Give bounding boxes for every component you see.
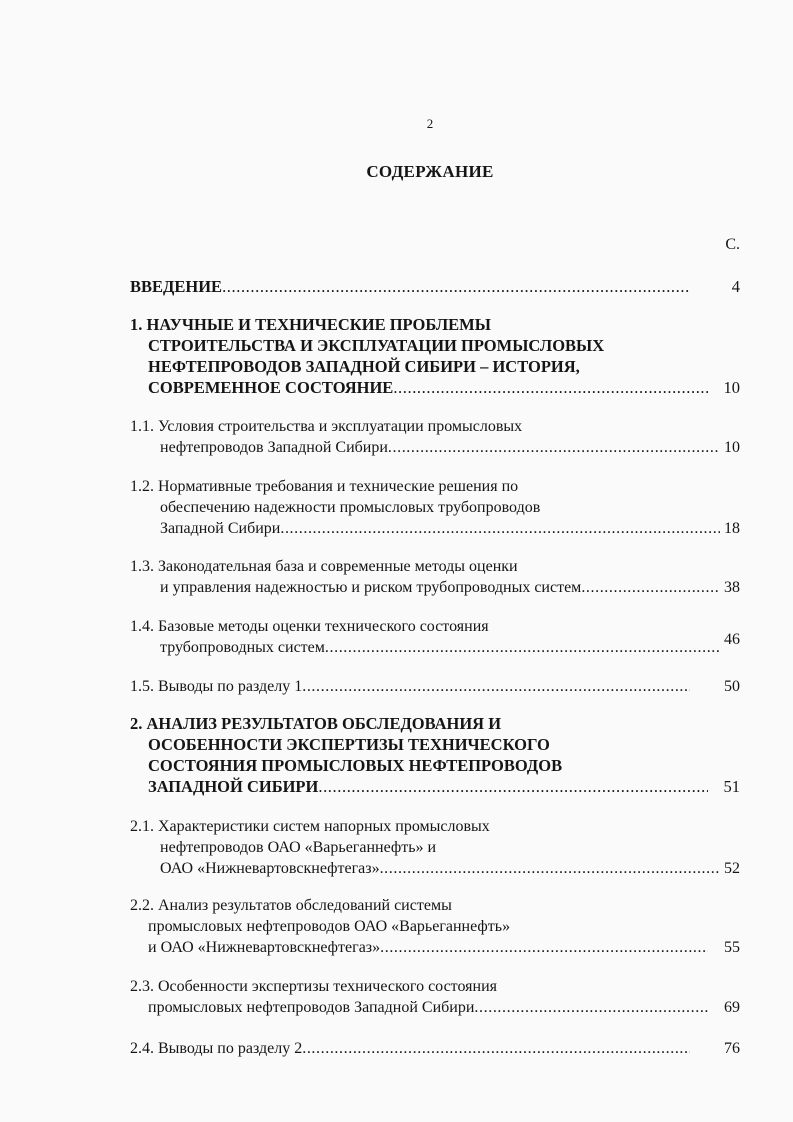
toc-page-number: 76: [724, 1040, 740, 1057]
toc-entry-chapter-1[interactable]: [130, 314, 740, 398]
toc-entry-line: 1.2. Нормативные требования и технические решения по: [130, 478, 519, 495]
toc-page-number: 50: [724, 678, 740, 695]
toc-entry-title: промысловых нефтепроводов Западной Сибири: [148, 999, 475, 1016]
leader-dots: [318, 776, 708, 797]
toc-entry-title: трубопроводных систем: [160, 639, 325, 656]
toc-entry-title: и ОАО «Нижневартовскнефтегаз»: [148, 939, 381, 956]
toc-entry-title: Западной Сибири: [160, 520, 281, 537]
leader-dots: [325, 637, 720, 658]
toc-entry-line: 2.2. Анализ результатов обследований системы: [130, 897, 452, 914]
toc-entry-title: ВВЕДЕНИЕ: [130, 277, 223, 296]
toc-page-number: 51: [723, 777, 740, 796]
toc-page-number: 38: [724, 579, 740, 596]
toc-page-number: 18: [724, 520, 740, 537]
toc-entry-line: 2.1. Характеристики систем напорных промысловых: [130, 818, 490, 835]
toc-entry-chapter-2[interactable]: [130, 713, 740, 797]
toc-entry-line: НЕФТЕПРОВОДОВ ЗАПАДНОЙ СИБИРИ – ИСТОРИЯ,: [148, 357, 580, 376]
toc-entry-introduction[interactable]: [130, 276, 740, 297]
toc-page-number: 69: [724, 999, 740, 1016]
toc-entry-line: ОСОБЕННОСТИ ЭКСПЕРТИЗЫ ТЕХНИЧЕСКОГО: [148, 735, 550, 754]
leader-dots: [302, 1038, 690, 1059]
leader-dots: [222, 276, 690, 297]
toc-entry-2-3[interactable]: [130, 976, 740, 1018]
toc-entry-title: ОАО «Нижневартовскнефтегаз»: [160, 860, 380, 877]
toc-entry-line: промысловых нефтепроводов ОАО «Варьеганнефть»: [148, 918, 511, 935]
toc-entry-line: нефтепроводов ОАО «Варьеганнефть» и: [160, 839, 437, 856]
leader-dots: [388, 437, 720, 458]
leader-dots: [393, 377, 708, 398]
toc-entry-title: 1.5. Выводы по разделу 1: [130, 678, 303, 695]
page-title: СОДЕРЖАНИЕ: [366, 162, 494, 181]
toc-entry-line: 1. НАУЧНЫЕ И ТЕХНИЧЕСКИЕ ПРОБЛЕМЫ: [130, 315, 491, 334]
toc-entry-1-1[interactable]: [130, 416, 740, 458]
leader-dots: [474, 997, 708, 1018]
toc-entry-line: 1.1. Условия строительства и эксплуатации промысловых: [130, 418, 523, 435]
toc-entry-line: СОСТОЯНИЯ ПРОМЫСЛОВЫХ НЕФТЕПРОВОДОВ: [148, 756, 563, 775]
toc-page-number: 4: [731, 277, 740, 296]
toc-entry-1-2[interactable]: [130, 476, 740, 539]
toc-entry-line: 2. АНАЛИЗ РЕЗУЛЬТАТОВ ОБСЛЕДОВАНИЯ И: [130, 714, 502, 733]
toc-entry-line: обеспечению надежности промысловых трубопроводов: [160, 499, 541, 516]
toc-page-number: 10: [723, 378, 740, 397]
toc-page-number: 10: [724, 439, 740, 456]
toc-entry-title: ЗАПАДНОЙ СИБИРИ: [148, 777, 319, 796]
page-number: 2: [426, 116, 434, 131]
leader-dots: [380, 858, 720, 879]
toc-entry-2-4[interactable]: [130, 1038, 740, 1059]
toc-entry-1-4[interactable]: [130, 616, 740, 658]
toc-entry-2-2[interactable]: [130, 895, 740, 958]
toc-entry-line: 2.3. Особенности экспертизы технического состояния: [130, 978, 497, 995]
leader-dots: [280, 518, 720, 539]
toc-page-number: 52: [724, 860, 740, 877]
toc-entry-title: и управления надежностью и риском трубопроводных систем: [160, 579, 582, 596]
toc-entry-title: 2.4. Выводы по разделу 2: [130, 1040, 303, 1057]
toc-entry-line: 1.3. Законодательная база и современные методы оценки: [130, 558, 518, 575]
leader-dots: [380, 937, 708, 958]
leader-dots: [302, 676, 690, 697]
toc-entry-2-1[interactable]: [130, 816, 740, 879]
toc-entry-1-3[interactable]: [130, 556, 740, 598]
toc-entry-title: СОВРЕМЕННОЕ СОСТОЯНИЕ: [148, 378, 394, 397]
toc-page-number: 55: [724, 939, 740, 956]
toc-entry-title: нефтепроводов Западной Сибири: [160, 439, 388, 456]
toc-entry-1-5[interactable]: [130, 676, 740, 697]
page-column-label: С.: [725, 236, 740, 253]
toc-page-number: 46: [724, 631, 740, 648]
toc-entry-line: 1.4. Базовые методы оценки технического состояния: [130, 618, 489, 635]
toc-entry-line: СТРОИТЕЛЬСТВА И ЭКСПЛУАТАЦИИ ПРОМЫСЛОВЫХ: [148, 336, 605, 355]
